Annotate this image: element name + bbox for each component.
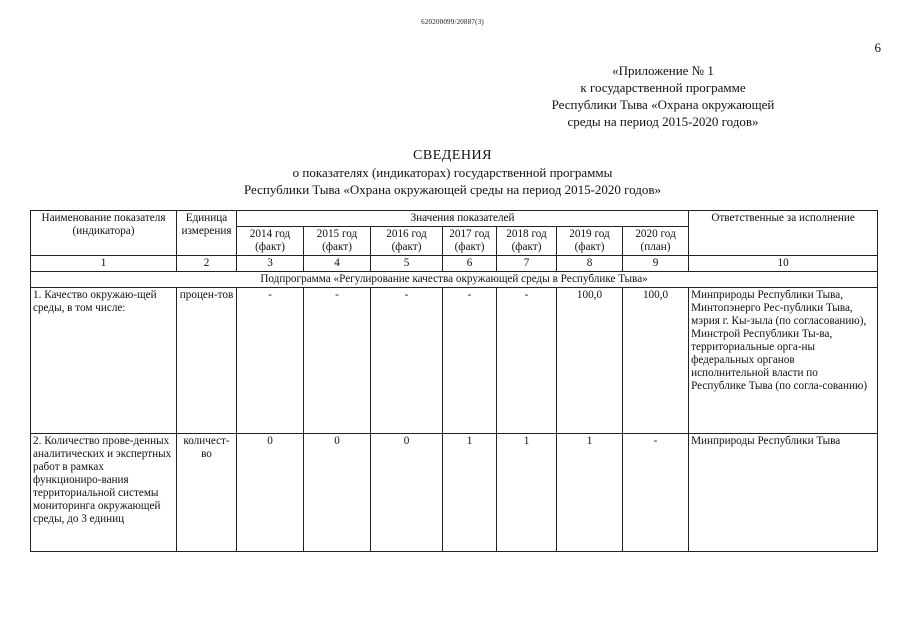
appendix-line-3: Республики Тыва «Охрана окружающей — [551, 97, 775, 112]
appendix-line-4: среды на период 2015-2020 годов» — [567, 114, 759, 129]
appendix-line-2: к государственной программе — [580, 80, 746, 95]
document-id: 620200099/20887(3) — [421, 18, 484, 26]
indicator-unit: процен-тов — [177, 288, 237, 434]
column-number: 5 — [371, 256, 443, 272]
header-row-1 — [31, 211, 878, 227]
indicator-value: 1 — [557, 434, 623, 552]
indicators-table — [30, 210, 878, 552]
indicator-responsible: Минприроды Республики Тыва, Минтопэнерго Рес-публики Тыва, мэрия г. Кы-зыла (по согласованию), Минстрой Республики Ты-ва, территориальные орга-ны федеральных органов исполнительной власти по Республике Тыва (по согла-сованию) — [689, 288, 878, 434]
column-number: 10 — [689, 256, 878, 272]
title-main: СВЕДЕНИЯ — [413, 148, 492, 163]
indicator-value: - — [371, 288, 443, 434]
indicator-value: 1 — [497, 434, 557, 552]
header-year: 2018 год (факт) — [497, 227, 557, 256]
header-year: 2019 год (факт) — [557, 227, 623, 256]
appendix-line-1: «Приложение № 1 — [612, 63, 714, 78]
header-year: 2017 год (факт) — [443, 227, 497, 256]
indicator-value: - — [304, 288, 371, 434]
column-number: 4 — [304, 256, 371, 272]
indicator-value: - — [497, 288, 557, 434]
header-unit: Единица измерения — [177, 211, 237, 256]
indicator-value: 0 — [371, 434, 443, 552]
appendix-header — [483, 62, 843, 130]
indicator-value: - — [623, 434, 689, 552]
subprogram-title: Подпрограмма «Регулирование качества окружающей среды в Республике Тыва» — [31, 272, 878, 288]
column-number: 8 — [557, 256, 623, 272]
column-numbers-row — [31, 256, 878, 272]
header-values-group: Значения показателей — [237, 211, 689, 227]
table-row — [31, 288, 878, 434]
indicator-value: - — [237, 288, 304, 434]
column-number: 7 — [497, 256, 557, 272]
header-year: 2016 год (факт) — [371, 227, 443, 256]
column-number: 1 — [31, 256, 177, 272]
header-name: Наименование показателя (индикатора) — [31, 211, 177, 256]
header-responsible: Ответственные за исполнение — [689, 211, 878, 256]
indicator-value: 0 — [237, 434, 304, 552]
indicator-name: 2. Количество прове-денных аналитических и экспертных работ в рамках функциониро-вания территориальной системы мониторинга окружающей среды, до 3 единиц — [31, 434, 177, 552]
document-title — [0, 147, 905, 198]
indicator-unit: количест-во — [177, 434, 237, 552]
indicator-value: - — [443, 288, 497, 434]
subprogram-row — [31, 272, 878, 288]
page-number: 6 — [874, 40, 881, 55]
indicator-value: 1 — [443, 434, 497, 552]
header-year: 2020 год (план) — [623, 227, 689, 256]
column-number: 6 — [443, 256, 497, 272]
column-number: 2 — [177, 256, 237, 272]
column-number: 9 — [623, 256, 689, 272]
indicator-name: 1. Качество окружаю-щей среды, в том числе: — [31, 288, 177, 434]
column-number: 3 — [237, 256, 304, 272]
indicator-responsible: Минприроды Республики Тыва — [689, 434, 878, 552]
indicator-value: 0 — [304, 434, 371, 552]
title-line-2: о показателях (индикаторах) государственной программы — [292, 165, 613, 180]
table-row — [31, 434, 878, 552]
header-year: 2014 год (факт) — [237, 227, 304, 256]
title-line-3: Республики Тыва «Охрана окружающей среды на период 2015-2020 годов» — [243, 182, 662, 197]
header-year: 2015 год (факт) — [304, 227, 371, 256]
indicator-value: 100,0 — [557, 288, 623, 434]
indicator-value: 100,0 — [623, 288, 689, 434]
